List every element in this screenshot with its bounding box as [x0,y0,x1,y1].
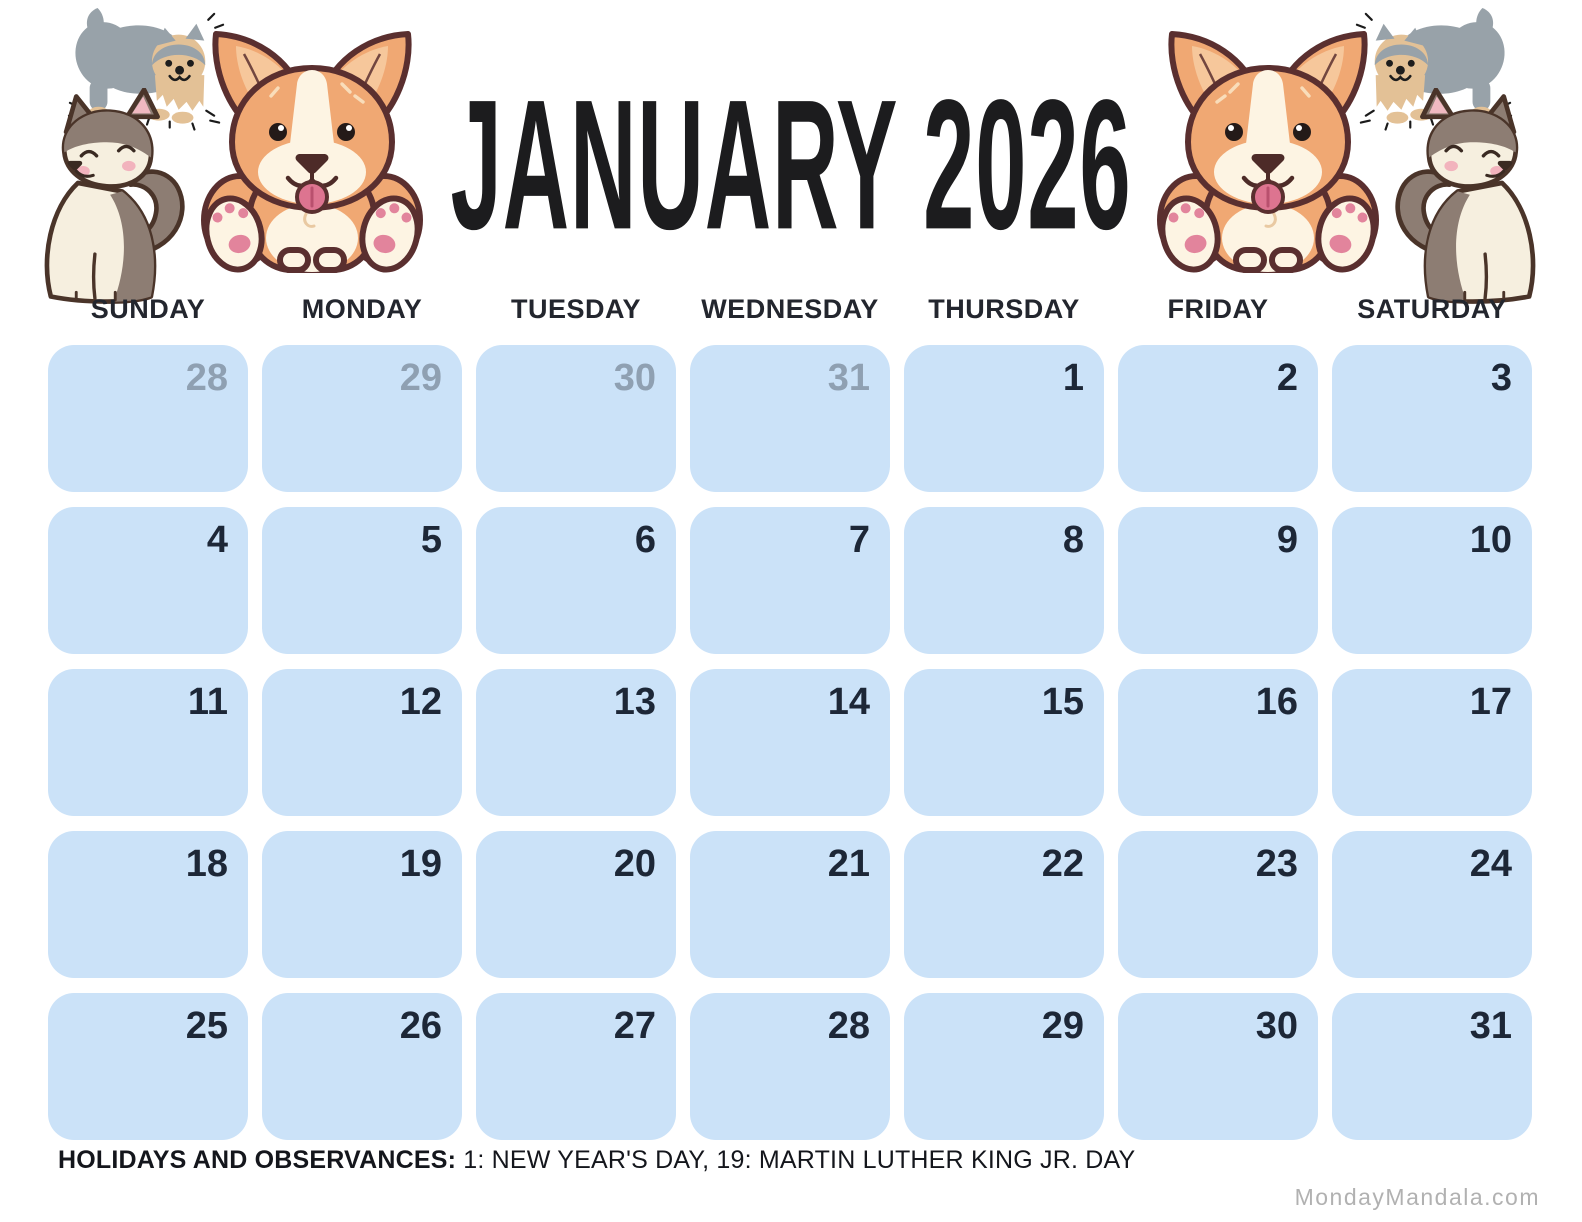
day-number: 25 [185,1005,228,1047]
calendar-cell [262,669,462,816]
day-number: 9 [1276,519,1298,561]
calendar-cell [262,993,462,1140]
calendar-cell [48,345,248,492]
calendar-cell [904,669,1104,816]
day-number: 8 [1062,519,1084,561]
day-number: 20 [613,843,656,885]
calendar-cell [1118,993,1318,1140]
holidays-footer [58,1146,1135,1175]
day-number: 7 [848,519,870,561]
day-number: 28 [185,357,228,399]
day-number: 30 [613,357,656,399]
calendar-cell [1118,507,1318,654]
calendar-cell [476,831,676,978]
calendar-cell [904,993,1104,1140]
calendar-cell [262,507,462,654]
day-number: 12 [399,681,442,723]
calendar-cell [48,993,248,1140]
day-number: 3 [1490,357,1512,399]
day-number: 26 [399,1005,442,1047]
day-number: 17 [1469,681,1512,723]
day-number: 19 [399,843,442,885]
weekday-row [48,294,1532,325]
weekday-label: WEDNESDAY [701,294,879,324]
calendar-cell [1118,345,1318,492]
calendar-cell [1332,993,1532,1140]
day-number: 18 [185,843,228,885]
calendar-cell [1118,831,1318,978]
calendar-cell [48,507,248,654]
calendar-cell [904,345,1104,492]
day-number: 16 [1255,681,1298,723]
weekday-label: THURSDAY [928,294,1080,324]
day-number: 31 [1469,1005,1512,1047]
calendar-cell [262,831,462,978]
day-number: 24 [1469,843,1512,885]
calendar-cell [690,831,890,978]
watermark: MondayMandala.com [1294,1184,1540,1210]
calendar-cell [262,345,462,492]
calendar-cell [690,345,890,492]
day-number: 14 [827,681,870,723]
calendar-cell [904,507,1104,654]
day-number: 15 [1041,681,1084,723]
calendar-cell [1332,345,1532,492]
calendar-cell [690,507,890,654]
day-number: 1 [1062,357,1084,399]
day-number: 2 [1276,357,1298,399]
calendar-cell [1118,669,1318,816]
title-row [0,60,1582,270]
weekday-label: FRIDAY [1167,294,1269,324]
calendar-cell [476,993,676,1140]
day-number: 27 [613,1005,656,1047]
weekday-label: SATURDAY [1357,294,1507,324]
calendar-cell [1332,669,1532,816]
day-number: 6 [634,519,656,561]
calendar-cell [476,345,676,492]
weekday-label: SUNDAY [90,294,206,324]
day-number: 29 [399,357,442,399]
day-number: 31 [827,357,870,399]
calendar-cell [904,831,1104,978]
weekday-label: MONDAY [301,294,423,324]
holidays-text: 1: NEW YEAR'S DAY, 19: MARTIN LUTHER KING JR. DAY [456,1146,1136,1174]
day-number: 10 [1469,519,1512,561]
day-number: 22 [1041,843,1084,885]
day-number: 30 [1255,1005,1298,1047]
day-number: 11 [187,681,228,723]
day-number: 5 [420,519,442,561]
calendar-grid [48,345,1532,1140]
calendar-cell [690,669,890,816]
calendar-cell [1332,831,1532,978]
day-number: 13 [613,681,656,723]
calendar-cell [690,993,890,1140]
calendar-cell [476,669,676,816]
day-number: 29 [1041,1005,1084,1047]
holidays-label: HOLIDAYS AND OBSERVANCES: [58,1146,457,1174]
calendar-cell [48,831,248,978]
calendar-cell [1332,507,1532,654]
day-number: 21 [827,843,870,885]
day-number: 23 [1255,843,1298,885]
calendar-title: JANUARY 2026 [450,61,1132,270]
day-number: 4 [206,519,228,561]
weekday-label: TUESDAY [510,294,642,324]
calendar-cell [48,669,248,816]
day-number: 28 [827,1005,870,1047]
calendar-cell [476,507,676,654]
